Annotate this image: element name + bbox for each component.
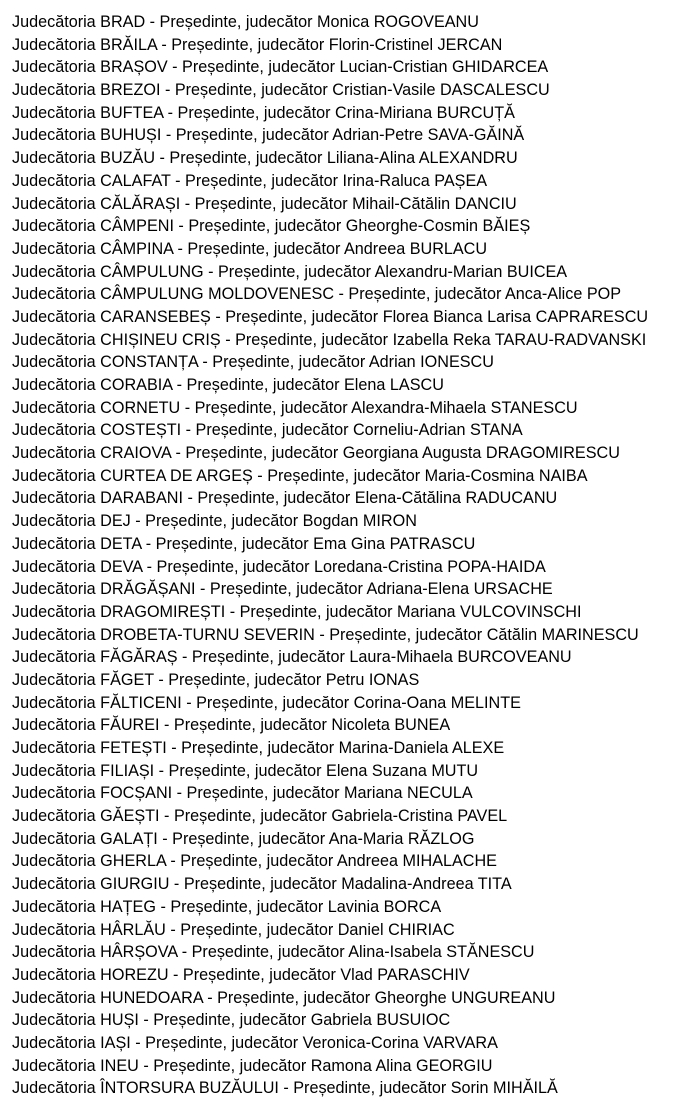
list-item: Judecătoria CONSTANȚA - Președinte, judecător Adrian IONESCU <box>12 353 494 372</box>
court-presidents-list <box>12 11 700 1100</box>
list-item: Judecătoria FĂLTICENI - Președinte, judecător Corina-Oana MELINTE <box>12 693 521 712</box>
list-item: Judecătoria CURTEA DE ARGEȘ - Președinte, judecător Maria-Cosmina NAIBA <box>12 466 588 485</box>
list-item: Judecătoria HUȘI - Președinte, judecător Gabriela BUSUIOC <box>12 1011 451 1030</box>
list-item: Judecătoria CÂMPULUNG MOLDOVENESC - Președinte, judecător Anca-Alice POP <box>12 285 622 304</box>
list-item: Judecătoria CÂMPULUNG - Președinte, judecător Alexandru-Marian BUICEA <box>12 262 568 281</box>
list-item: Judecătoria FĂGĂRAȘ - Președinte, judecător Laura-Mihaela BURCOVEANU <box>12 648 572 667</box>
list-item: Judecătoria FĂUREI - Președinte, judecător Nicoleta BUNEA <box>12 716 451 735</box>
list-item: Judecătoria FOCȘANI - Președinte, judecător Mariana NECULA <box>12 784 473 803</box>
list-item: Judecătoria DARABANI - Președinte, judecător Elena-Cătălina RADUCANU <box>12 489 558 508</box>
list-item: Judecătoria DETA - Președinte, judecător Ema Gina PATRASCU <box>12 534 476 553</box>
list-item: Judecătoria BUZĂU - Președinte, judecător Liliana-Alina ALEXANDRU <box>12 149 518 168</box>
list-item: Judecătoria DRĂGĂȘANI - Președinte, judecător Adriana-Elena URSACHE <box>12 580 553 599</box>
list-item: Judecătoria BRAD - Președinte, judecător Monica ROGOVEANU <box>12 13 479 31</box>
list-item: Judecătoria DEJ - Președinte, judecător Bogdan MIRON <box>12 512 417 531</box>
list-item: Judecătoria GALAȚI - Președinte, judecător Ana-Maria RĂZLOG <box>12 829 475 848</box>
list-item: Judecătoria HUNEDOARA - Președinte, judecător Gheorghe UNGUREANU <box>12 988 556 1007</box>
list-item: Judecătoria CORABIA - Președinte, judecător Elena LASCU <box>12 376 444 394</box>
list-item: Judecătoria CÂMPENI - Președinte, judecător Gheorghe-Cosmin BĂIEȘ <box>12 217 531 236</box>
list-item: Judecătoria CHIȘINEU CRIȘ - Președinte, judecător Izabella Reka TARAU-RADVANSKI <box>12 330 647 349</box>
list-item: Judecătoria FILIAȘI - Președinte, judecător Elena Suzana MUTU <box>12 761 479 780</box>
list-item: Judecătoria HÂRȘOVA - Președinte, judecător Alina-Isabela STĂNESCU <box>12 943 535 962</box>
list-item: Judecătoria HÂRLĂU - Președinte, judecător Daniel CHIRIAC <box>12 920 455 939</box>
list-item: Judecătoria CORNETU - Președinte, judecător Alexandra-Mihaela STANESCU <box>12 398 578 417</box>
list-item: Judecătoria BUFTEA - Președinte, judecător Crina-Miriana BURCUȚĂ <box>12 103 515 122</box>
list-item: Judecătoria FĂGET - Președinte, judecător Petru IONAS <box>12 670 420 689</box>
list-item: Judecătoria CÂMPINA - Președinte, judecător Andreea BURLACU <box>12 239 488 258</box>
list-item: Judecătoria DEVA - Președinte, judecător Loredana-Cristina POPA-HAIDA <box>12 557 546 576</box>
list-item: Judecătoria BRĂILA - Președinte, judecător Florin-Cristinel JERCAN <box>12 35 503 54</box>
list-item: Judecătoria GIURGIU - Președinte, judecător Madalina-Andreea TITA <box>12 875 512 894</box>
list-item: Judecătoria CRAIOVA - Președinte, judecător Georgiana Augusta DRAGOMIRESCU <box>12 444 620 463</box>
list-item: Judecătoria BREZOI - Președinte, judecător Cristian-Vasile DASCALESCU <box>12 81 550 100</box>
list-item: Judecătoria HOREZU - Președinte, judecător Vlad PARASCHIV <box>12 965 470 984</box>
list-item: Judecătoria DROBETA-TURNU SEVERIN - Președinte, judecător Cătălin MARINESCU <box>12 625 639 644</box>
list-item: Judecătoria IAȘI - Președinte, judecător Veronica-Corina VARVARA <box>12 1033 498 1052</box>
list-item: Judecătoria COSTEȘTI - Președinte, judecător Corneliu-Adrian STANA <box>12 421 523 440</box>
list-item: Judecătoria CĂLĂRAȘI - Președinte, judecător Mihail-Cătălin DANCIU <box>12 194 517 213</box>
list-item: Judecătoria HAȚEG - Președinte, judecător Lavinia BORCA <box>12 897 442 916</box>
list-item: Judecătoria BUHUȘI - Președinte, judecător Adrian-Petre SAVA-GĂINĂ <box>12 126 525 145</box>
list-item: Judecătoria FETEȘTI - Președinte, judecător Marina-Daniela ALEXE <box>12 739 505 757</box>
list-item: Judecătoria GHERLA - Președinte, judecător Andreea MIHALACHE <box>12 852 497 871</box>
list-item: Judecătoria GĂEȘTI - Președinte, judecător Gabriela-Cristina PAVEL <box>12 807 508 826</box>
list-item: Judecătoria CALAFAT - Președinte, judecător Irina-Raluca PAȘEA <box>12 171 488 190</box>
list-item: Judecătoria INEU - Președinte, judecător Ramona Alina GEORGIU <box>12 1056 493 1075</box>
list-item: Judecătoria DRAGOMIREȘTI - Președinte, judecător Mariana VULCOVINSCHI <box>12 602 582 621</box>
list-item: Judecătoria CARANSEBEȘ - Președinte, judecător Florea Bianca Larisa CAPRARESCU <box>12 307 649 326</box>
list-item: Judecătoria BRAȘOV - Președinte, judecător Lucian-Cristian GHIDARCEA <box>12 58 549 77</box>
list-item: Judecătoria ÎNTORSURA BUZĂULUI - Președinte, judecător Sorin MIHĂILĂ <box>12 1079 558 1098</box>
